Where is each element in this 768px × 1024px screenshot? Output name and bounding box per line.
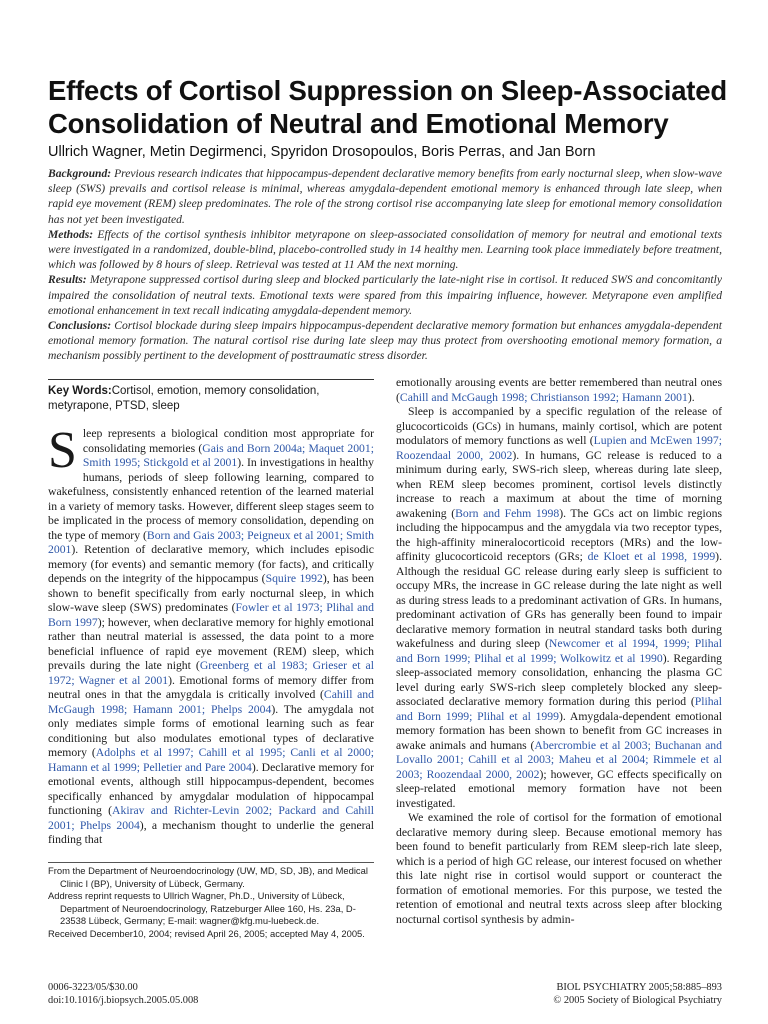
citation-link[interactable]: Cahill and McGaugh 1998; Christianson 1992; Hamann 2001: [399, 390, 688, 404]
citation-link[interactable]: Adolphs et al 1997; Cahill et al 1995; Canli et al 2000; Hamann et al 1999; Pelletier and Pare 2004: [48, 746, 374, 774]
keywords-label: Key Words:: [48, 385, 112, 397]
abstract-conclusions: [48, 318, 722, 364]
abstract-methods: [48, 227, 722, 273]
background-label: Background:: [48, 167, 112, 180]
citation-link[interactable]: Squire 1992: [265, 572, 323, 585]
citation-link[interactable]: Plihal and Born 1999; Plihal et al 1999: [396, 695, 722, 723]
left-column: [48, 379, 374, 848]
journal-citation: BIOL PSYCHIATRY 2005;58:885–893: [556, 982, 722, 993]
citation-link[interactable]: Newcomer et al 1994, 1999; Plihal and Born 1999; Plihal et al 1999; Wolkowitz et al 1990: [396, 637, 722, 665]
drop-cap: S: [48, 422, 77, 479]
footer-left: [48, 981, 198, 1007]
keywords-text: Cortisol, emotion, memory consolidation, metyrapone, PTSD, sleep: [48, 385, 320, 412]
results-text: Metyrapone suppressed cortisol during sleep and blocked particularly the late-night rise in cortisol. It reduced SWS and concomitantly impaired the consolidation of neutral texts. Emotional texts were spared from this impairing influence, however. Metyrapone even amplified emotional enhancement in text recall indicating amygdala-dependent memory.: [48, 273, 722, 317]
reprint-address: Address reprint requests to Ullrich Wagner, Ph.D., University of Lübeck, Department of Neuroendocrinology, Ratzeburger Allee 160, Hs. 23a, D-23538 Lübeck, Germany; E-mail: wagner@kfg.mu-luebeck.de.: [48, 890, 356, 926]
article-title: Effects of Cortisol Suppression on Sleep-Associated Consolidation of Neutral and Emotional Memory: [48, 75, 727, 139]
affiliation-line: From the Department of Neuroendocrinology (UW, MD, SD, JB), and Medical Clinic I (BP), University of Lübeck, Germany.: [48, 865, 368, 889]
intro-paragraph-3: We examined the role of cortisol for the formation of emotional declarative memory during sleep. Because emotional memory has been found to benefit particularly from REM sleep-rich late sleep, which is a period of high GC release, our interest focused on whether this late night rise in cortisol would support or counteract the formation of emotional memories. For this purpose, we tested the retention of emotional and neutral texts across sleep after blocking nocturnal cortisol synthesis by admin-: [396, 811, 722, 926]
results-label: Results:: [48, 273, 87, 287]
doi: doi:10.1016/j.biopsych.2005.05.008: [48, 995, 199, 1006]
intro-paragraph-2: Sleep is accompanied by a specific regulation of the release of glucocorticoids (GCs) in humans, mainly cortisol, which are potent modulators of memory functions as well (Lupien and McEwen 1997; Roozendaal 2000, 2002). In humans, GC release is reduced to a minimum during early, SWS-rich sleep, whereas during late sleep, when REM sleep becomes prominent, cortisol levels distinctly increase to reach a maximum at about the time of morning awakening (Born and Fehm 1998). The GCs act on limbic regions including the hippocampus and the amygdala via two receptor types, the high-affinity mineralocorticoid receptors (MRs) and the low-affinity glucocorticoid receptors (GRs; de Kloet et al 1998, 1999). Although the residual GC release during early sleep is sufficient to occupy MRs, the increase in GC release during the late night as well as during stress leads to a predominant activation of GRs. In humans, predominant activation of GRs has generally been found to impair declarative memory formation in neutral standard tasks both during wakefulness and during sleep (Newcomer et al 1994, 1999; Plihal and Born 1999; Plihal et al 1999; Wolkowitz et al 1990). Regarding sleep-associated memory consolidation, enhancing the plasma GC level during early SWS-rich sleep completely blocked any sleep-associated declarative memory formation during this period (Plihal and Born 1999; Plihal et al 1999). Amygdala-dependent emotional memory formation has been shown to benefit from GC increases in awake animals and humans (Abercrombie et al 2003; Buchanan and Lovallo 2001; Cahill et al 2003; Maheu et al 2004; Rimmele et al 2003; Roozendaal 2000, 2002); however, GC effects specifically on sleep-related emotional memory formation have not been investigated.: [396, 405, 723, 810]
abstract-background: [48, 166, 722, 227]
right-column: [396, 376, 722, 927]
citation-link[interactable]: Greenberg et al 1983; Grieser et al 1972; Wagner et al 2001: [48, 659, 374, 687]
citation-link[interactable]: Akirav and Richter-Levin 2002; Packard and Cahill 2001; Phelps 2004: [48, 804, 374, 832]
methods-label: Methods:: [48, 227, 94, 241]
citation-link[interactable]: de Kloet et al 1998, 1999: [587, 550, 716, 563]
received-dates: Received December10, 2004; revised April 26, 2005; accepted May 4, 2005.: [48, 927, 365, 939]
citation-link[interactable]: Cahill and McGaugh 1998; Hamann 2001; Phelps 2004: [48, 688, 374, 716]
citation-link[interactable]: Born and Fehm 1998: [455, 506, 560, 520]
citation-link[interactable]: Abercrombie et al 2003; Buchanan and Lovallo 2001; Cahill et al 2003; Maheu et al 2004; Rimmele et al 2003; Roozendaal 2000, 2002: [396, 738, 722, 781]
affiliation-footnote: [48, 862, 374, 940]
footer-right: [553, 981, 722, 1007]
issn: 0006-3223/05/$30.00: [48, 982, 138, 993]
conclusions-text: Cortisol blockade during sleep impairs hippocampus-dependent declarative memory formation but enhances amygdala-dependent emotional memory formation. The natural cortisol rise during late sleep may thus protect from overshooting emotional memory formation, a mechanism possibly pertinent to the development of posttraumatic stress disorder.: [48, 319, 722, 363]
abstract-results: [48, 272, 722, 318]
citation-link[interactable]: Lupien and McEwen 1997; Roozendaal 2000, 2002: [396, 434, 722, 462]
intro-paragraph-1: Sleep represents a biological condition most appropriate for consolidating memories (Gais and Born 2004a; Maquet 2001; Smith 1995; Stickgold et al 2001). In investigations in healthy humans, periods of sleep following learning, compared to wakefulness, consistently enhanced retention of the learned material in a variety of memory tasks. However, different sleep stages seem to be implicated in the process of memory consolidation, depending on the type of memory (Born and Gais 2003; Peigneux et al 2001; Smith 2001). Retention of declarative memory, which includes episodic memory (for events) and semantic memory (for facts), and critically depends on the integrity of the hippocampus (Squire 1992), has been shown to benefit specifically from early nocturnal sleep, in which slow-wave sleep (SWS) predominates (Fowler et al 1973; Plihal and Born 1997); however, when declarative memory for highly emotional rather than neutral material is assessed, the data point to a more beneficial influence of rapid eye movement (REM) sleep, which prevails during the late night (Greenberg et al 1983; Grieser et al 1972; Wagner et al 2001). Emotional forms of memory differ from neutral ones in that the amygdala is critically involved (Cahill and McGaugh 1998; Hamann 2001; Phelps 2004). The amygdala not only mediates simple forms of emotional learning such as fear conditioning but also modulates emotional types of declarative memory (Adolphs et al 1997; Cahill et al 1995; Canli et al 2000; Hamann et al 1999; Pelletier and Pare 2004). Declarative memory for emotional events, although still hippocampus-dependent, becomes specifically enhanced by amygdalar modulation of hippocampal functioning (Akirav and Richter-Levin 2002; Packard and Cahill 2001; Phelps 2004), a mechanism thought to underlie the general finding that: [48, 422, 375, 846]
methods-text: Effects of the cortisol synthesis inhibitor metyrapone on sleep-associated consolidation of memory for neutral and emotional texts were investigated in a randomized, double-blind, placebo-controlled study in 14 healthy men. Learning took place immediately before treatment, which was followed by 8 hours of sleep. Retrieval was tested at 11 AM the next morning.: [48, 227, 722, 272]
citation-link[interactable]: Gais and Born 2004a; Maquet 2001; Smith 1995; Stickgold et al 2001: [82, 441, 374, 469]
conclusions-label: Conclusions:: [48, 319, 112, 333]
citation-link[interactable]: Born and Gais 2003; Peigneux et al 2001; Smith 2001: [48, 528, 374, 556]
intro-paragraph-1-continued: emotionally arousing events are better remembered than neutral ones (Cahill and McGaugh 1998; Christianson 1992; Hamann 2001).: [396, 376, 722, 404]
abstract: [48, 166, 722, 364]
keywords: [48, 379, 374, 413]
author-list: Ullrich Wagner, Metin Degirmenci, Spyridon Drosopoulos, Boris Perras, and Jan Born: [48, 144, 596, 160]
copyright: © 2005 Society of Biological Psychiatry: [553, 995, 722, 1006]
citation-link[interactable]: Fowler et al 1973; Plihal and Born 1997: [48, 601, 374, 629]
background-text: Previous research indicates that hippocampus-dependent declarative memory benefits from early nocturnal sleep, when slow-wave sleep (SWS) prevails and cortisol release is minimal, whereas amygdala-dependent emotional memory is enhanced through late sleep, when rapid eye movement (REM) sleep predominates. The role of the strong cortisol rise accompanying late sleep for emotional memory consolidation has not yet been investigated.: [48, 167, 722, 226]
